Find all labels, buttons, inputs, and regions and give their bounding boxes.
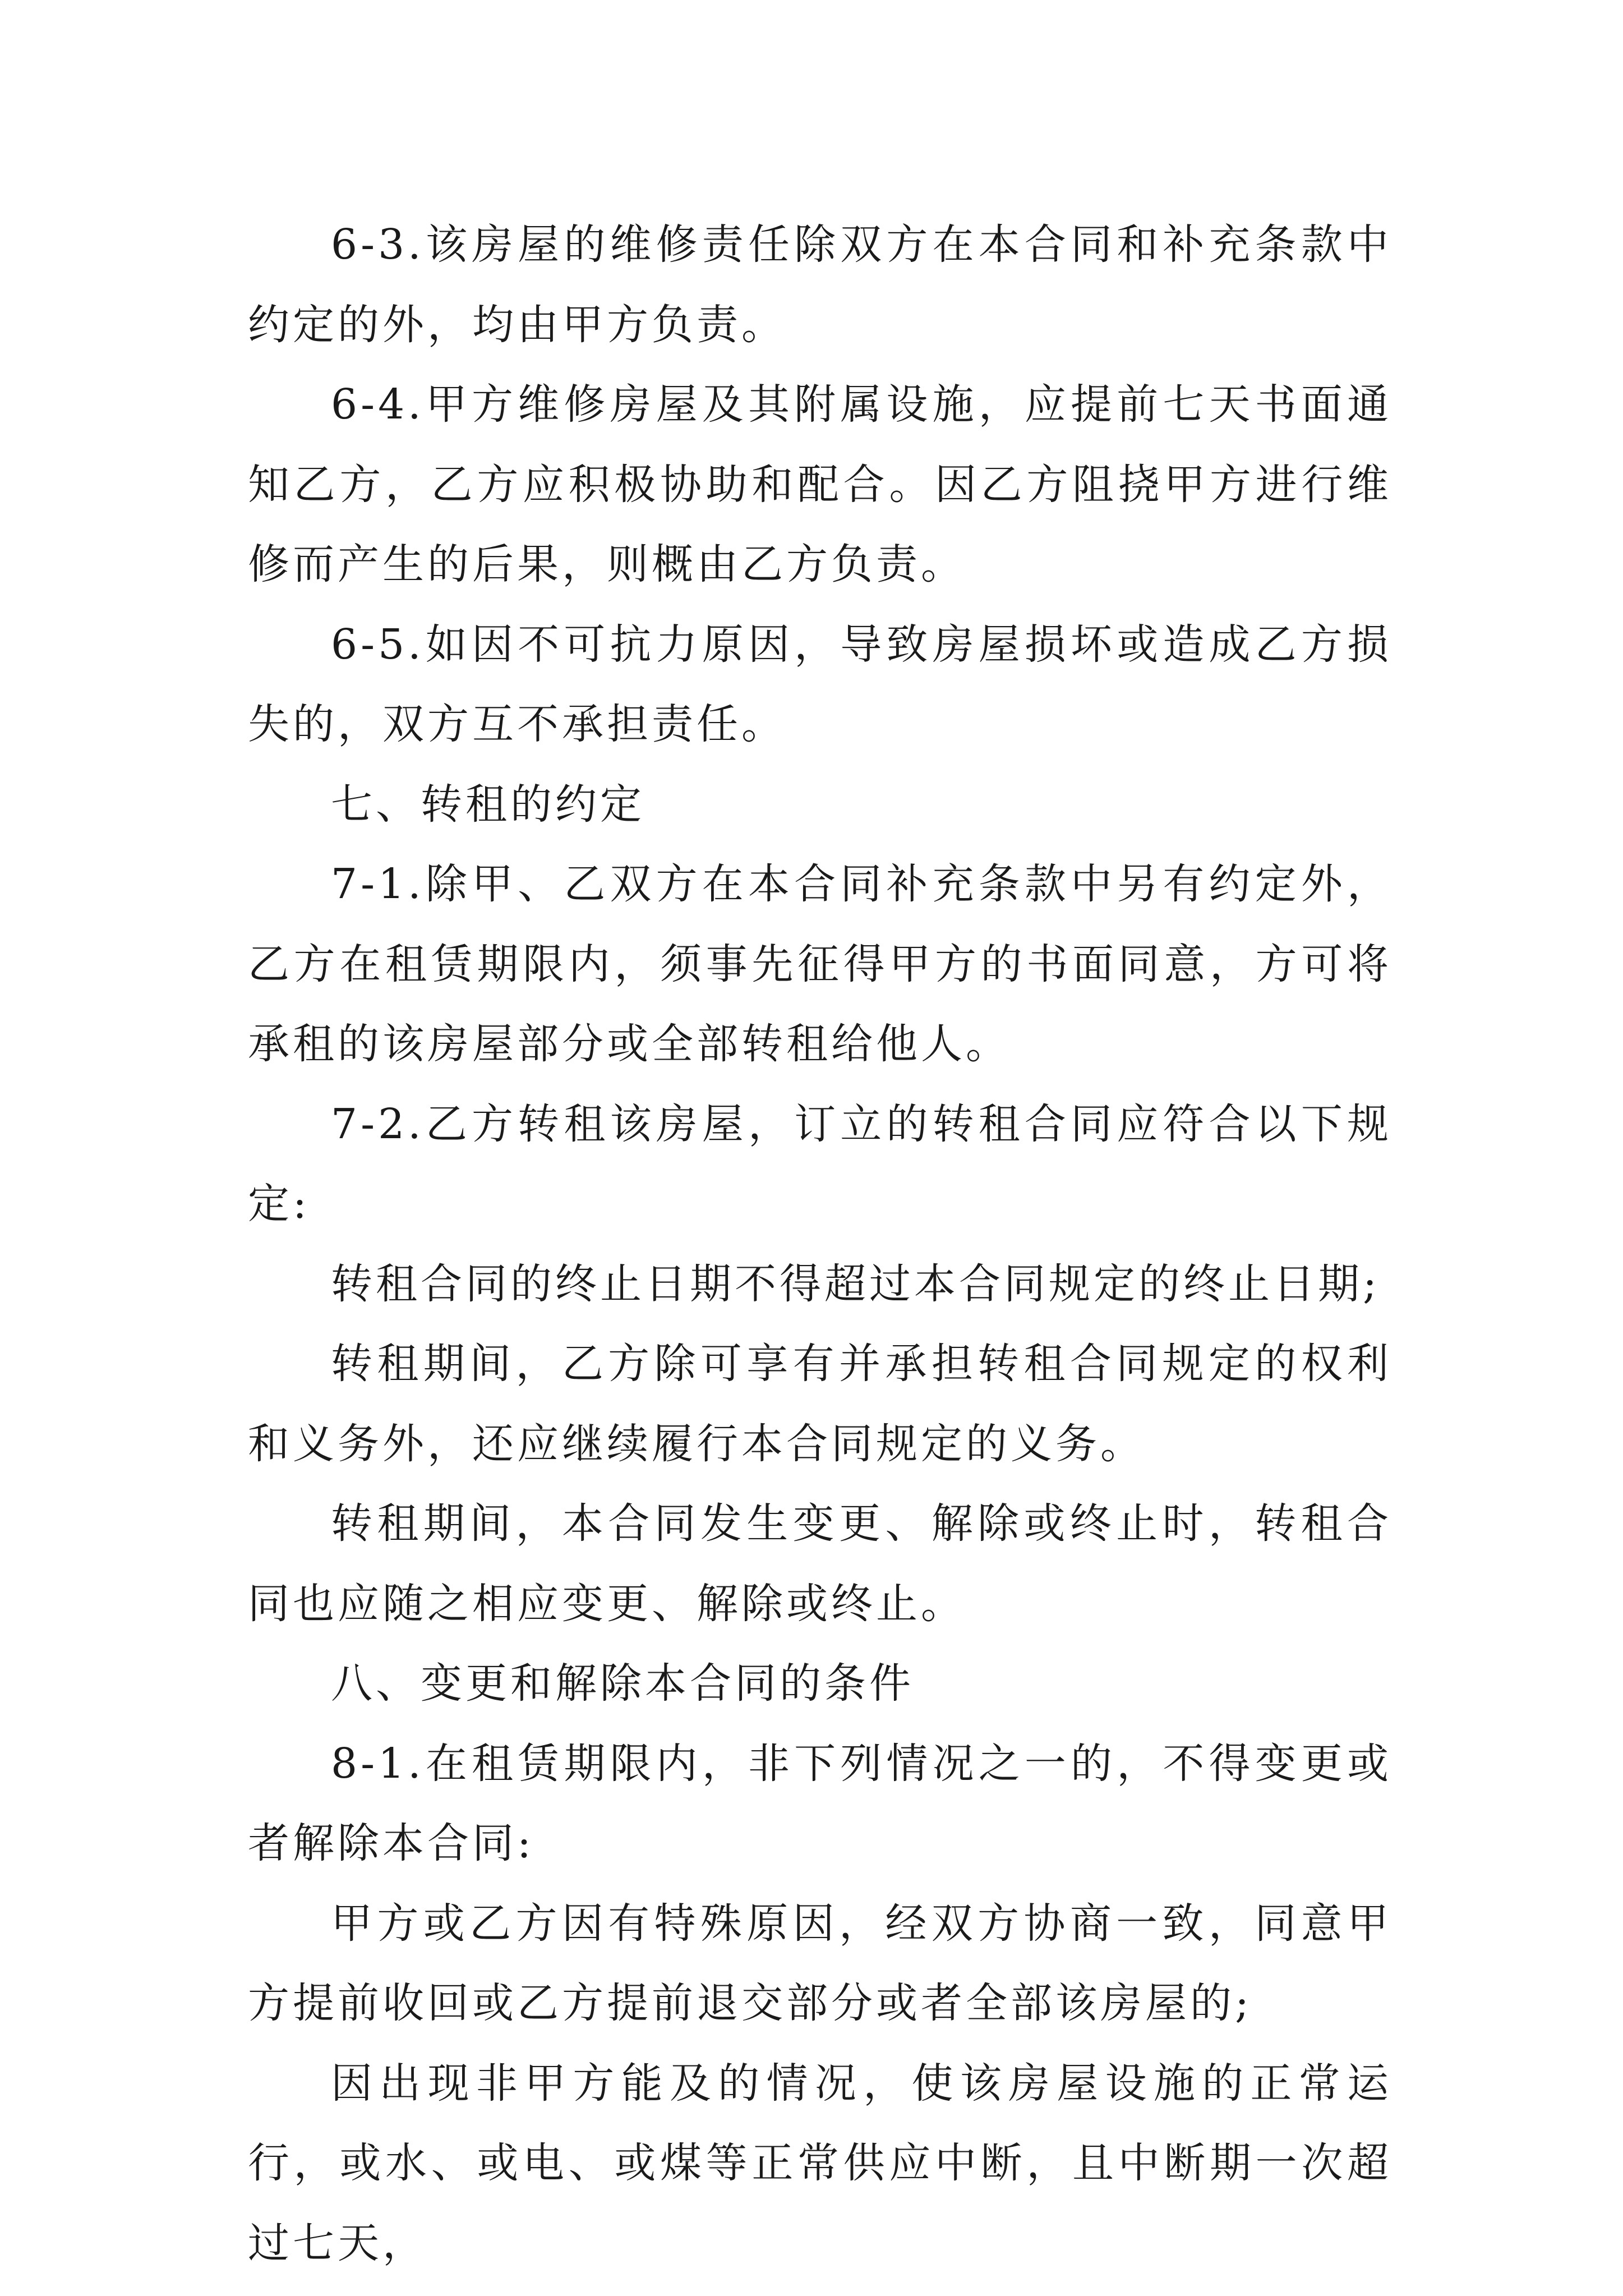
paragraph-8-1: 8-1.在租赁期限内，非下列情况之一的，不得变更或者解除本合同: xyxy=(248,1739,1392,1867)
section-heading-termination: 八、变更和解除本合同的条件 xyxy=(331,1659,914,1708)
paragraph-sublease-change: 转租期间，本合同发生变更、解除或终止时，转租合同也应随之相应变更、解除或终止。 xyxy=(248,1499,1392,1628)
paragraph-6-5: 6-5.如因不可抗力原因，导致房屋损坏或造成乙方损失的，双方互不承担责任。 xyxy=(248,620,1392,748)
paragraph-6-4: 6-4.甲方维修房屋及其附属设施，应提前七天书面通知乙方，乙方应积极协助和配合。因乙方阻挠甲方进行维修而产生的后果，则概由乙方负责。 xyxy=(248,380,1392,588)
paragraph-sublease-term-limit: 转租合同的终止日期不得超过本合同规定的终止日期; xyxy=(331,1259,1380,1308)
paragraph-7-2: 7-2.乙方转租该房屋，订立的转租合同应符合以下规定: xyxy=(248,1099,1392,1228)
paragraph-early-return: 甲方或乙方因有特殊原因，经双方协商一致，同意甲方提前收回或乙方提前退交部分或者全部该房屋的; xyxy=(248,1899,1392,2027)
paragraph-7-1: 7-1.除甲、乙双方在本合同补充条款中另有约定外，乙方在租赁期限内，须事先征得甲方的书面同意，方可将承租的该房屋部分或全部转租给他人。 xyxy=(248,860,1392,1068)
paragraph-sublease-obligations: 转租期间，乙方除可享有并承担转租合同规定的权利和义务外，还应继续履行本合同规定的义务。 xyxy=(248,1340,1392,1468)
document-body xyxy=(248,205,1392,2283)
section-heading-sublease: 七、转租的约定 xyxy=(331,780,645,829)
paragraph-6-3: 6-3.该房屋的维修责任除双方在本合同和补充条款中约定的外，均由甲方负责。 xyxy=(248,220,1392,349)
paragraph-supply-interruption: 因出现非甲方能及的情况，使该房屋设施的正常运行，或水、或电、或煤等正常供应中断，且中断期一次超过七天， xyxy=(248,2059,1392,2267)
